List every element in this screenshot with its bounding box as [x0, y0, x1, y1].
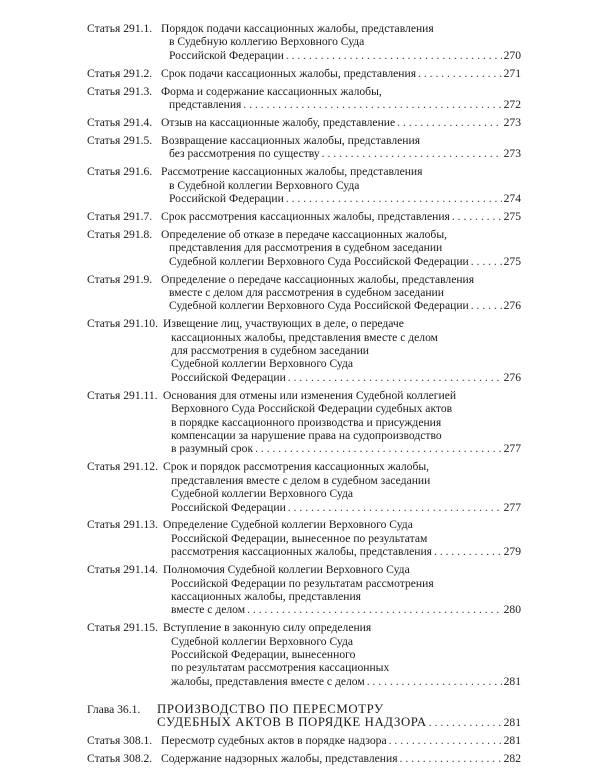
title-line: Российской Федерации — [171, 500, 286, 514]
article-number: Статья 291.3. — [87, 84, 153, 98]
title-line: вместе с делом для рассмотрения в судебном заседании — [169, 285, 444, 299]
title-last-line — [161, 734, 521, 747]
toc-entry — [87, 518, 521, 558]
toc-entry — [87, 621, 521, 688]
title-last-line — [161, 752, 521, 765]
title-last-line — [161, 299, 521, 312]
title-last-line — [161, 147, 521, 160]
title-line: в Судебную коллегию Верховного Суда — [169, 35, 365, 49]
article-number: Статья 291.14. — [87, 563, 159, 577]
chapter-title-last-line — [157, 716, 521, 729]
dot-leader — [322, 147, 502, 160]
article-number: Статья 308.2. — [87, 752, 153, 765]
page-number: 276 — [503, 299, 521, 313]
title-line: по результатам рассмотрения кассационных — [171, 661, 390, 675]
title-last-line — [161, 255, 521, 268]
page-number: 270 — [503, 48, 521, 62]
title-line: Порядок подачи кассационных жалобы, представления — [161, 22, 434, 35]
title-line: в разумный срок — [171, 442, 254, 456]
title-last-line — [161, 116, 521, 129]
page-number: 275 — [503, 254, 521, 268]
article-title — [163, 317, 521, 384]
page-number: 280 — [503, 603, 521, 617]
chapter-title — [157, 703, 521, 730]
article-number: Статья 291.8. — [87, 227, 153, 241]
article-title — [163, 621, 521, 688]
page-number: 277 — [503, 500, 521, 514]
title-line: Срок подачи кассационных жалобы, представления — [161, 66, 417, 80]
title-line: вместе с делом — [171, 603, 246, 617]
title-last-line — [161, 210, 521, 223]
article-title — [161, 85, 521, 112]
article-title — [161, 165, 521, 205]
article-title — [163, 518, 521, 558]
title-last-line — [161, 67, 521, 80]
article-number: Статья 291.2. — [87, 66, 153, 80]
title-line: Содержание надзорных жалобы, представления — [161, 752, 398, 765]
toc-entry — [87, 116, 521, 129]
article-title — [161, 116, 521, 129]
title-last-line — [161, 98, 521, 111]
article-number: Статья 291.10. — [87, 317, 159, 331]
toc-entry — [87, 165, 521, 205]
dot-leader — [418, 67, 502, 80]
title-line: Российской Федерации по результатам рассмотрения — [171, 576, 434, 590]
article-title — [161, 228, 521, 268]
dot-leader — [286, 192, 502, 205]
page-number: 281 — [503, 734, 521, 748]
title-line: Судебной коллегии Верховного Суда Российской Федерации — [169, 299, 469, 313]
chapter-number: Глава 36.1. — [87, 702, 141, 716]
article-title — [161, 734, 521, 747]
article-title — [163, 389, 521, 456]
page-number: 273 — [503, 147, 521, 161]
page-number: 282 — [503, 752, 521, 765]
title-line: Срок рассмотрения кассационных жалобы, представления — [161, 209, 450, 223]
dot-leader — [247, 603, 502, 616]
title-line: Отзыв на кассационные жалобу, представление — [161, 115, 396, 129]
article-number: Статья 291.15. — [87, 621, 159, 635]
title-line: без рассмотрения по существу — [169, 147, 320, 161]
page-number: 281 — [503, 674, 521, 688]
toc-entry — [87, 273, 521, 313]
article-number: Статья 291.7. — [87, 209, 153, 223]
page-number: 276 — [503, 370, 521, 384]
article-number: Статья 291.4. — [87, 115, 153, 129]
title-last-line — [163, 545, 521, 558]
toc-entry — [87, 752, 521, 765]
title-last-line — [163, 501, 521, 514]
toc-entry — [87, 734, 521, 747]
article-title — [161, 67, 521, 80]
dot-leader — [434, 545, 502, 558]
page-number: 273 — [503, 115, 521, 129]
toc-entry — [87, 460, 521, 514]
title-last-line — [163, 442, 521, 455]
article-number: Статья 291.13. — [87, 518, 159, 532]
title-line: Срок и порядок рассмотрения кассационных жалобы, — [163, 460, 430, 474]
title-line: Пересмотр судебных актов в порядке надзора — [161, 734, 387, 748]
page-number: 275 — [503, 209, 521, 223]
chapter-title-line: ПРОИЗВОДСТВО ПО ПЕРЕСМОТРУ — [157, 701, 384, 716]
article-title — [161, 273, 521, 313]
title-line: Полномочия Судебной коллегии Верховного Суда — [163, 563, 410, 577]
article-number: Статья 291.9. — [87, 272, 153, 286]
title-line: рассмотрения кассационных жалобы, представления — [171, 545, 433, 559]
title-line: Верховного Суда Российской Федерации судебных актов — [171, 402, 453, 416]
title-line: в порядке кассационного производства и присуждения — [171, 415, 442, 429]
title-line: Судебной коллегии Верховного Суда — [171, 634, 354, 648]
dot-leader — [255, 442, 502, 455]
toc-entry — [87, 22, 521, 62]
page-number: 281 — [503, 716, 521, 730]
title-last-line — [161, 49, 521, 62]
title-line: Возвращение кассационных жалобы, представления — [161, 133, 421, 147]
title-line: Основания для отмены или изменения Судебной коллегией — [163, 388, 457, 402]
article-title — [161, 134, 521, 161]
title-line: представления для рассмотрения в судебном заседании — [169, 241, 443, 255]
title-line: для рассмотрения в судебном заседании — [171, 344, 369, 358]
title-line: Российской Федерации, вынесенного — [171, 648, 356, 662]
dot-leader — [429, 716, 502, 729]
title-line: в Судебной коллегии Верховного Суда — [169, 178, 360, 192]
title-line: представления — [169, 98, 242, 112]
title-last-line — [163, 371, 521, 384]
title-line: Российской Федерации — [169, 48, 284, 62]
dot-leader — [243, 98, 501, 111]
dot-leader — [389, 734, 502, 747]
page-number: 274 — [503, 191, 521, 205]
title-line: Форма и содержание кассационных жалобы, — [161, 84, 382, 98]
dot-leader — [288, 371, 502, 384]
toc-entry — [87, 67, 521, 80]
article-title — [163, 563, 521, 617]
dot-leader — [288, 501, 502, 514]
title-line: Судебной коллегии Верховного Суда Российской Федерации — [169, 254, 469, 268]
page-number: 271 — [503, 66, 521, 80]
chapter-entry — [87, 703, 521, 730]
article-title — [161, 210, 521, 223]
chapter-title-line: СУДЕБНЫХ АКТОВ В ПОРЯДКЕ НАДЗОРА — [157, 715, 427, 730]
article-number: Статья 308.1. — [87, 734, 153, 748]
dot-leader — [471, 255, 502, 268]
toc-entry — [87, 389, 521, 456]
title-line: Судебной коллегии Верховного Суда — [171, 487, 354, 501]
title-line: кассационных жалобы, представления — [171, 589, 361, 603]
title-line: кассационных жалобы, представления вместе с делом — [171, 330, 438, 344]
dot-leader — [367, 675, 502, 688]
title-last-line — [163, 675, 521, 688]
article-number: Статья 291.6. — [87, 165, 153, 179]
toc-entry — [87, 563, 521, 617]
article-number: Статья 291.1. — [87, 22, 153, 35]
dot-leader — [452, 210, 502, 223]
page-number: 277 — [503, 442, 521, 456]
title-line: Определение Судебной коллегии Верховного Суда — [163, 518, 413, 532]
dot-leader — [286, 49, 502, 62]
title-line: жалобы, представления вместе с делом — [171, 674, 365, 688]
title-line: Определение о передаче кассационных жалобы, представления — [161, 272, 475, 286]
toc-entry — [87, 228, 521, 268]
page-number: 279 — [503, 545, 521, 559]
article-number: Статья 291.12. — [87, 460, 159, 474]
dot-leader — [471, 299, 502, 312]
title-line: Вступление в законную силу определения — [163, 621, 372, 635]
article-title — [163, 460, 521, 514]
title-line: представления вместе с делом в судебном заседании — [171, 473, 431, 487]
dot-leader — [400, 752, 502, 765]
title-last-line — [161, 192, 521, 205]
toc-entry — [87, 317, 521, 384]
article-title — [161, 752, 521, 765]
article-number: Статья 291.5. — [87, 133, 153, 147]
title-line: компенсации за нарушение права на судопроизводство — [171, 428, 442, 442]
article-number: Статья 291.11. — [87, 388, 158, 402]
dot-leader — [397, 116, 501, 129]
page-number: 272 — [503, 98, 521, 112]
title-last-line — [163, 603, 521, 616]
table-of-contents — [87, 22, 521, 770]
title-line: Рассмотрение кассационных жалобы, представления — [161, 165, 423, 179]
toc-entry — [87, 134, 521, 161]
article-title — [161, 22, 521, 62]
title-line: Российской Федерации — [169, 191, 284, 205]
toc-entry — [87, 85, 521, 112]
toc-entry — [87, 210, 521, 223]
title-line: Российской Федерации — [171, 370, 286, 384]
title-line: Судебной коллегии Верховного Суда — [171, 357, 354, 371]
title-line: Определение об отказе в передаче кассационных жалобы, — [161, 227, 448, 241]
title-line: Извещение лиц, участвующих в деле, о передаче — [163, 317, 404, 331]
title-line: Российской Федерации, вынесенное по результатам — [171, 531, 428, 545]
